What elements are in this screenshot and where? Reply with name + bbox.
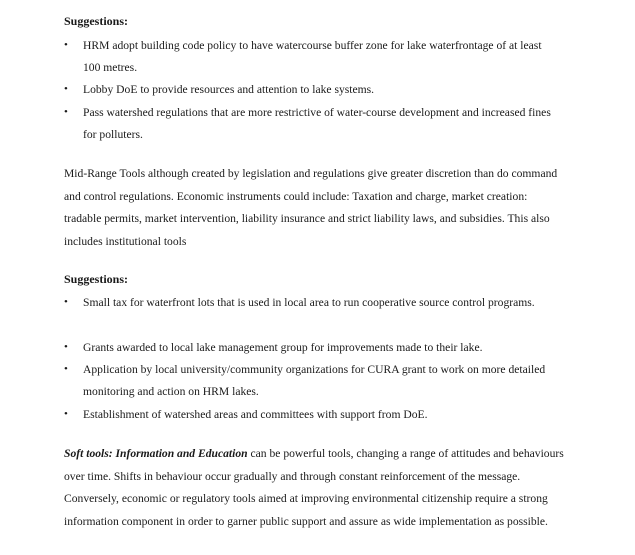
suggestion-item: HRM adopt building code policy to have watercourse buffer zone for lake waterfrontage of at least 100 metres. xyxy=(83,39,542,74)
suggestion-item: Establishment of watershed areas and committees with support from DoE. xyxy=(83,408,428,421)
suggestion-item: Application by local university/community organizations for CURA grant to work on more detailed monitoring and action on HRM lakes. xyxy=(83,363,546,398)
bullet-icon: • xyxy=(64,106,68,118)
bullet-icon: • xyxy=(64,39,68,51)
suggestion-item: Lobby DoE to provide resources and attention to lake systems. xyxy=(83,83,375,96)
suggestion-item: Pass watershed regulations that are more restrictive of water-course development and increased fines for polluters. xyxy=(83,106,551,141)
midrange-tools-paragraph: Mid-Range Tools although created by legislation and regulations give greater discretion than do command and control regulations. Economic instruments could include: Taxation and charge, market creation: tradable permits, market intervention, liability insurance and strict liability laws, and subsidies. This also includes institutional tools xyxy=(64,167,558,248)
soft-tools-lead: Soft tools: Information and Education xyxy=(64,447,248,460)
bullet-icon: • xyxy=(64,83,68,95)
suggestion-item: Small tax for waterfront lots that is used in local area to run cooperative source control programs. xyxy=(83,296,535,309)
bullet-icon: • xyxy=(64,296,68,308)
soft-tools-body: can be powerful tools, changing a range of attitudes and behaviours over time. Shifts in behaviour occur gradually and through constant reinforcement of the message. Conversely, economic or regulatory tools aimed at improving environmental citizenship require a strong information component in order to garner public support and assure as wide implementation as possible. xyxy=(64,447,564,528)
soft-tools-paragraph xyxy=(64,443,564,533)
suggestions-heading-2: Suggestions: xyxy=(64,272,129,286)
suggestion-item: Grants awarded to local lake management group for improvements made to their lake. xyxy=(83,341,483,354)
bullet-icon: • xyxy=(64,363,68,375)
bullet-icon: • xyxy=(64,341,68,353)
bullet-icon: • xyxy=(64,408,68,420)
suggestions-heading-1: Suggestions: xyxy=(64,14,129,28)
